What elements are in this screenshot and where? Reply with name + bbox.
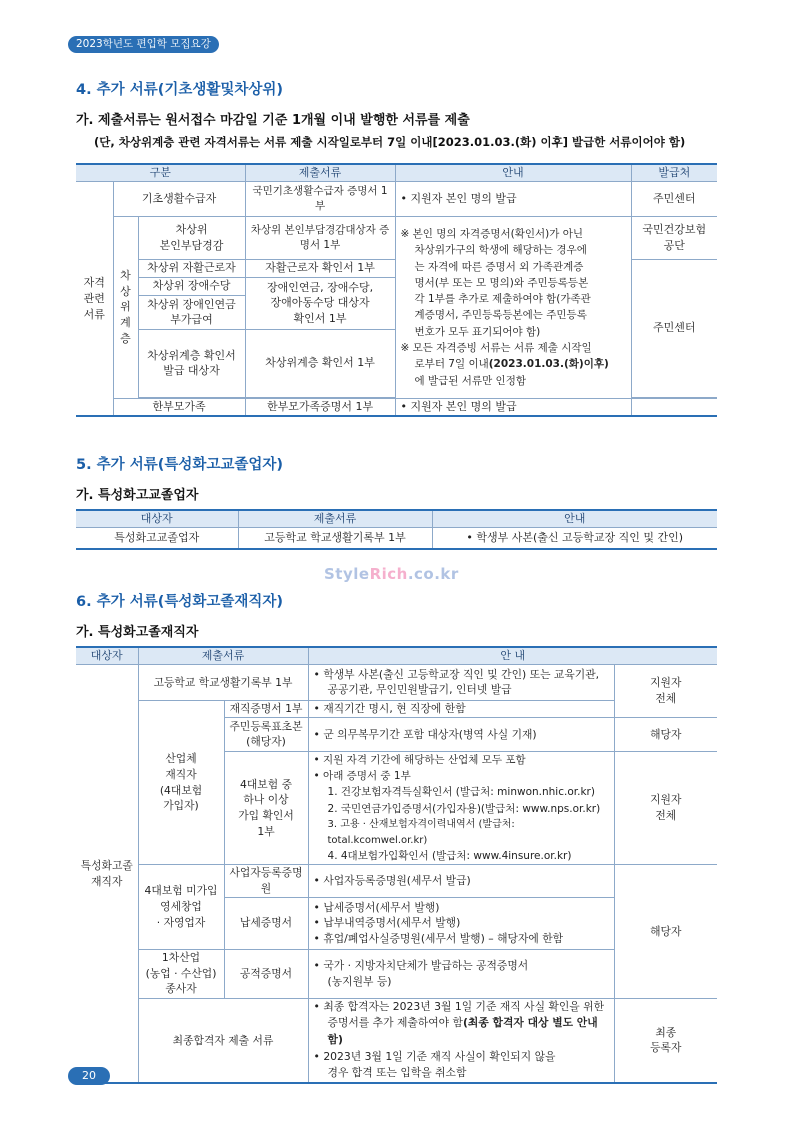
group-label: 자격 관련 서류: [76, 181, 113, 416]
guide-line: ※ 모든 자격증빙 서류는 서류 제출 시작일: [400, 341, 592, 354]
cell: 고등학교 학교생활기록부 1부: [238, 527, 432, 549]
guide-cell: [308, 751, 614, 864]
cell: 최종 등록자: [614, 998, 717, 1083]
section-6-subtitle: 가. 특성화고졸재직자: [76, 625, 199, 640]
guide-line: • 납부내역증명서(세무서 발행): [313, 916, 461, 930]
cell: 차상위 장애인연금 부가급여: [138, 295, 245, 329]
header-tab: 2023학년도 편입학 모집요강: [68, 36, 219, 53]
guide-line: 증명서를 추가 제출하여야 함: [327, 1016, 463, 1030]
guide-line: 각 1부를 추가로 제출하여야 함(가족관: [414, 293, 591, 306]
table-vocational-graduate: [76, 509, 717, 550]
cell: 차상위 본인부담경감대상자 증명서 1부: [245, 216, 395, 259]
col-header: 대상자: [76, 647, 138, 664]
guide-line: 명서(부 또는 모 명의)와 주민등록등본: [414, 276, 589, 289]
guide-cell: [395, 216, 631, 398]
cell: 국민기초생활수급자 증명서 1부: [245, 181, 395, 216]
guide-line: 1. 건강보험자격득실확인서 (발급처: minwon.nhic.or.kr): [327, 786, 595, 799]
section-6-title: 6. 추가 서류(특성화고졸재직자): [76, 594, 284, 610]
guide-cell: [308, 998, 614, 1083]
cell: 주민등록표초본 (해당자): [224, 717, 308, 751]
cell: 해당자: [614, 717, 717, 751]
cell: • 지원자 본인 명의 발급: [395, 398, 631, 416]
guide-cell: [308, 897, 614, 949]
col-header: 대상자: [76, 510, 238, 527]
cell: • 사업자등록증명원(세무서 발급): [308, 865, 614, 897]
guide-line: • 지원 자격 기간에 해당하는 산업체 모두 포함: [313, 753, 526, 766]
guide-line: 에 발급된 서류만 인정함: [414, 374, 526, 387]
cell: 공적증명서: [224, 949, 308, 998]
cell: 장애인연금, 장애수당, 장애아동수당 대상자 확인서 1부: [245, 277, 395, 329]
guide-line: 경우 합격 또는 입학을 취소함: [327, 1066, 467, 1080]
guide-line-bold: (2023.01.03.(화)이후): [488, 358, 609, 371]
guide-line: 공공기관, 무인민원발급기, 인터넷 발급: [327, 683, 512, 697]
cell: 1차산업 (농업 · 수산업) 종사자: [138, 949, 224, 998]
guide-line: • 2023년 3월 1일 기준 재직 사실이 확인되지 않을: [313, 1049, 556, 1063]
sub-group-label: 차 상 위 계 층: [113, 216, 138, 398]
cell: 국민건강보험 공단: [631, 216, 717, 259]
guide-line: 계증명서, 주민등록등본에는 주민등록: [414, 309, 587, 322]
cell: [631, 398, 717, 416]
cell: 고등학교 학교생활기록부 1부: [138, 664, 308, 700]
cell: 주민센터: [631, 181, 717, 216]
section-4-note: (단, 차상위계층 관련 자격서류는 서류 제출 시작일로부터 7일 이내[2023.01.03.(화) 이후] 발급한 서류이어야 함): [94, 135, 686, 149]
page-number: 20: [68, 1067, 110, 1085]
section-5-subtitle: 가. 특성화고교졸업자: [76, 488, 199, 503]
guide-line: • 납세증명서(세무서 발행): [313, 900, 440, 914]
cell: 차상위계층 확인서 1부: [245, 329, 395, 397]
cell: 4대보험 중 하나 이상 가입 확인서 1부: [224, 751, 308, 864]
guide-line: 로부터 7일 이내: [414, 358, 489, 371]
guide-line: (농지원부 등): [327, 974, 392, 988]
table-basic-support: [76, 163, 717, 417]
guide-line: • 휴업/폐업사실증명원(세무서 발행) – 해당자에 한함: [313, 931, 564, 945]
watermark: StyleRich.co.kr: [324, 565, 459, 583]
guide-cell: [308, 949, 614, 998]
cell: 4대보험 미가입 영세창업 · 자영업자: [138, 865, 224, 949]
cell: 차상위 자활근로자: [138, 259, 245, 277]
cell: • 군 의무복무기간 포함 대상자(병역 사실 기재): [308, 717, 614, 751]
guide-cell: [308, 664, 614, 700]
cell: 최종합격자 제출 서류: [138, 998, 308, 1083]
guide-line: • 아래 증명서 중 1부: [313, 770, 411, 783]
col-header: 제출서류: [245, 164, 395, 181]
cell: 차상위 장애수당: [138, 277, 245, 295]
guide-line-bold: (최종 합격자 대상 별도 안내함): [327, 1016, 598, 1047]
section-4-title: 4. 추가 서류(기초생활및차상위): [76, 82, 284, 98]
target-cell: 특성화고졸 재직자: [76, 664, 138, 1083]
cell: 차상위계층 확인서 발급 대상자: [138, 329, 245, 397]
guide-line: 3. 고용 · 산재보험자격이력내역서 (발급처: total.kcomwel.or.kr): [327, 819, 515, 846]
cell: 차상위 본인부담경감: [138, 216, 245, 259]
col-header: 안 내: [308, 647, 717, 664]
cell: 납세증명서: [224, 897, 308, 949]
guide-line: ※ 본인 명의 자격증명서(확인서)가 아닌: [400, 228, 584, 241]
cell: 한부모가족: [113, 398, 245, 416]
guide-line: 는 자격에 따른 증명서 외 가족관계증: [414, 260, 584, 273]
guide-line: 4. 4대보험가입확인서 (발급처: www.4insure.or.kr): [327, 850, 572, 862]
cell: 지원자 전체: [614, 751, 717, 864]
section-5-title: 5. 추가 서류(특성화고교졸업자): [76, 457, 284, 473]
col-header: 제출서류: [138, 647, 308, 664]
cell: 지원자 전체: [614, 664, 717, 717]
guide-line: • 최종 합격자는 2023년 3월 1일 기준 재직 사실 확인을 위한: [313, 999, 605, 1013]
cell: • 지원자 본인 명의 발급: [395, 181, 631, 216]
cell: • 학생부 사본(출신 고등학교장 직인 및 간인): [432, 527, 717, 549]
col-header: 구분: [76, 164, 245, 181]
cell: 특성화고교졸업자: [76, 527, 238, 549]
col-header: 안내: [395, 164, 631, 181]
col-header: 제출서류: [238, 510, 432, 527]
cell: 해당자: [614, 865, 717, 998]
col-header: 발급처: [631, 164, 717, 181]
cell: 산업체 재직자 (4대보험 가입자): [138, 700, 224, 864]
col-header: 안내: [432, 510, 717, 527]
table-vocational-employee: [76, 646, 717, 1084]
cell: 기초생활수급자: [113, 181, 245, 216]
guide-line: 2. 국민연금가입증명서(가입자용)(발급처: www.nps.or.kr): [327, 802, 601, 815]
cell: 재직증명서 1부: [224, 700, 308, 717]
cell: • 재직기간 명시, 현 직장에 한함: [308, 700, 614, 717]
guide-line: 차상위가구의 학생에 해당하는 경우에: [414, 244, 587, 257]
section-4-subtitle: 가. 제출서류는 원서접수 마감일 기준 1개월 이내 발행한 서류를 제출: [76, 113, 470, 128]
guide-line: • 국가 · 지방자치단체가 발급하는 공적증명서: [313, 958, 529, 972]
cell: 자활근로자 확인서 1부: [245, 259, 395, 277]
cell: 사업자등록증명원: [224, 865, 308, 897]
cell: 한부모가족증명서 1부: [245, 398, 395, 416]
cell: 주민센터: [631, 259, 717, 397]
guide-line: 번호가 모두 표기되어야 함): [414, 325, 541, 338]
guide-line: • 학생부 사본(출신 고등학교장 직인 및 간인) 또는 교육기관,: [313, 667, 600, 681]
